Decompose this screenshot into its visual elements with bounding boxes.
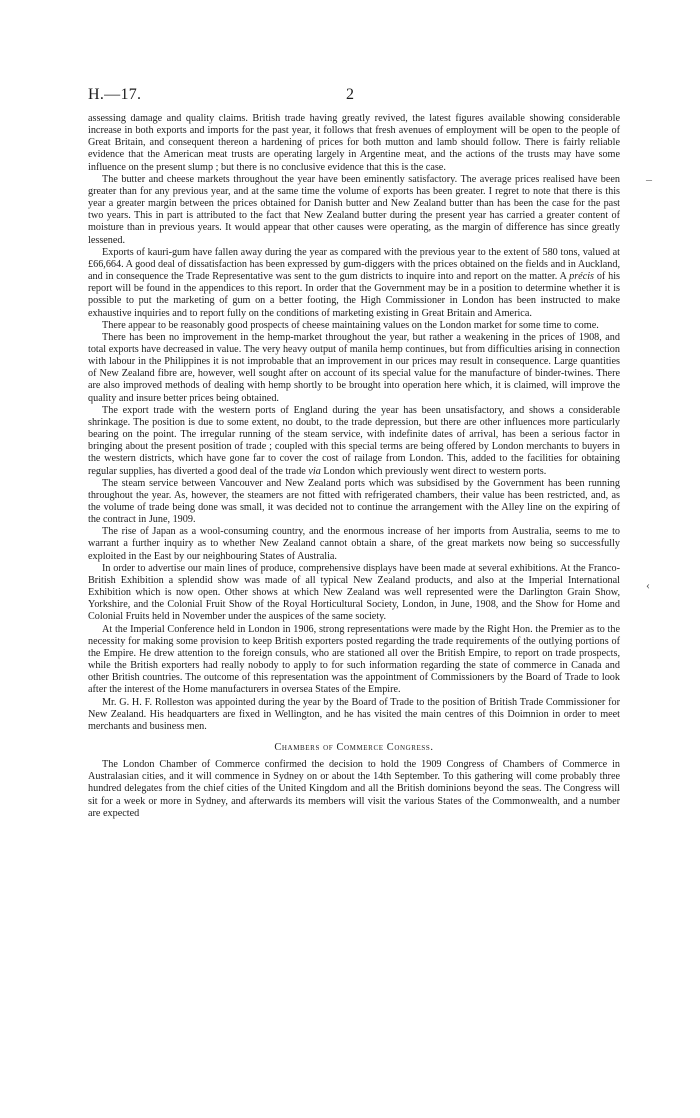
paragraph-text: A [559, 271, 567, 283]
italic-word: précis [569, 271, 595, 283]
paragraph [88, 405, 620, 478]
page-number: 2 [346, 86, 354, 103]
paragraph: There appear to be reasonably good prospects of cheese maintaining values on the London market for some time to come. [102, 319, 599, 331]
document-id: H.—17. [88, 86, 142, 103]
paragraph-text: London which previously went direct to western ports. [323, 465, 547, 477]
paragraph: In order to advertise our main lines of produce, comprehensive displays have been made at several exhibitions. At the Franco-British Exhibition a splendid show was made of all typical New Zealand products, and also at the Imperial International Exhibition which is now open. Other shows at which New Zealand was well represented were the Darlington Grain Show, Yorkshire, and the Colonial Fruit Show of the Royal Horticultural Society, London, in June, 1908, and the Show for Home and Colonial Fruits held in November under the auspices of the same society. [88, 562, 620, 623]
paragraph-text: The export trade with the western ports of England during the year has been unsatisfactory, and shows a considerable shrinkage. The position is due to some extent, no doubt, to the trade depression, but there are other influences more particularly bearing on the point. The irregular running of the steam service, with indefinite dates of arrival, has been a serious factor in bringing about the present position of trade ; coupled with this special terms are being offered by London merchants to buyers in the western districts, which have gone far to cover the cost of railage from London. This, added to the facilities for obtaining regular supplies, has diverted a good deal of the trade [88, 404, 620, 477]
italic-word: via [308, 465, 321, 477]
paragraph: assessing damage and quality claims. British trade having greatly revived, the latest figures available showing considerable increase in both exports and imports for the past year, it follows that fresh avenues of employment will be open to the people of Great Britain, and consequent thereon a hardening of prices for both mutton and lamb should follow. There is fairly reliable evidence that the American meat trusts are operating largely in Argentine meat, and the actions of the trusts may have some influence on the present slump ; but there is no conclusive evidence that this is the case. [88, 113, 620, 173]
paragraph [88, 247, 620, 320]
section-heading: Chambers of Commerce Congress. [274, 741, 434, 753]
margin-mark: – [646, 172, 652, 186]
paragraph: The butter and cheese markets throughout the year have been eminently satisfactory. The average prices realised have been greater than for any previous year, and at the same time the volume of exports has been greater. I regret to note that there is this year a greater margin between the prices obtained for Danish butter and New Zealand butter than has been the case for the past two years. This in part is attributed to the fact that New Zealand butter during the present year has carried a greater content of moisture than in previous years. It would appear that other causes were operating, as the margin of difference has since greatly lessened. [88, 173, 620, 246]
document-body [88, 113, 620, 820]
paragraph: Mr. G. H. F. Rolleston was appointed during the year by the Board of Trade to the position of British Trade Commissioner for New Zealand. His headquarters are fixed in Wellington, and he has visited the main centres of this Doimnion in order to meet merchants and business men. [88, 696, 620, 732]
paragraph: The steam service between Vancouver and New Zealand ports which was subsidised by the Government has been running throughout the year. As, however, the steamers are not fitted with refrigerated chambers, their value has been restricted, and, as the volume of trade being done was small, it was decided not to continue the arrangement with the Alley line on the expiring of the contract in June, 1909. [88, 477, 620, 526]
page-header [88, 86, 620, 110]
paragraph-text: of his report will be found in the appendices to this report. In order that the Government may be in a position to determine whether it is possible to put the marketing of gum on a better footing, the High Commissioner in London has been instructed to make exhaustive inquiries and to report fully on the conditions of marketing existing in Great Britain and America. [88, 271, 620, 319]
margin-mark: ‹ [646, 578, 650, 592]
paragraph-text: Exports of kauri-gum have fallen away during the year as compared with the previous year to the extent of 580 tons, valued at £66,664. A good deal of dissatisfaction has been expressed by gum-diggers with the prices obtained on the fields and in Auckland, and in consequence the Trade Representative was sent to the gum districts to inquire into and report on the matter. [88, 246, 620, 283]
paragraph: The London Chamber of Commerce confirmed the decision to hold the 1909 Congress of Chambers of Commerce in Australasian cities, and it will commence in Sydney on or about the 14th September. To this gathering will come probably three hundred delegates from the chief cities of the United Kingdom and all the British dominions beyond the seas. The Congress will sit for a week or more in Sydney, and afterwards its members will visit the various States of the Commonwealth, and a number are expected [88, 759, 620, 819]
paragraph: There has been no improvement in the hemp-market throughout the year, but rather a weakening in the prices of 1908, and total exports have decreased in value. The very heavy output of manila hemp continues, but from difficulties arising in connection with labour in the Philippines it is not improbable that an improvement in our prices may result in consequence. Large quantities of New Zealand fibre are, however, well sought after on account of its special value for the manufacture of binder-twines. There are also improved methods of dealing with hemp shortly to be brought into operation here which, it is claimed, will improve the quality and insure better prices being obtained. [88, 331, 620, 404]
paragraph: At the Imperial Conference held in London in 1906, strong representations were made by the Right Hon. the Premier as to the necessity for making some provision to keep British exporters posted regarding the trade requirements of the outlying portions of the Empire. He drew attention to the foreign consuls, who are stationed all over the British Empire, to report on trade prospects, while the British exporters had really nobody to apply to for such information regarding the state of commerce in Canada and other British countries. The outcome of this representation was the appointment of Commissioners by the Board of Trade to look after the interest of the Home manufacturers in oversea States of the Empire. [88, 623, 620, 696]
paragraph: The rise of Japan as a wool-consuming country, and the enormous increase of her imports from Australia, seems to me to warrant a further inquiry as to whether New Zealand cannot obtain a share, of the great markets now being so successfully exploited in the East by our neighbouring States of Australia. [88, 526, 620, 562]
